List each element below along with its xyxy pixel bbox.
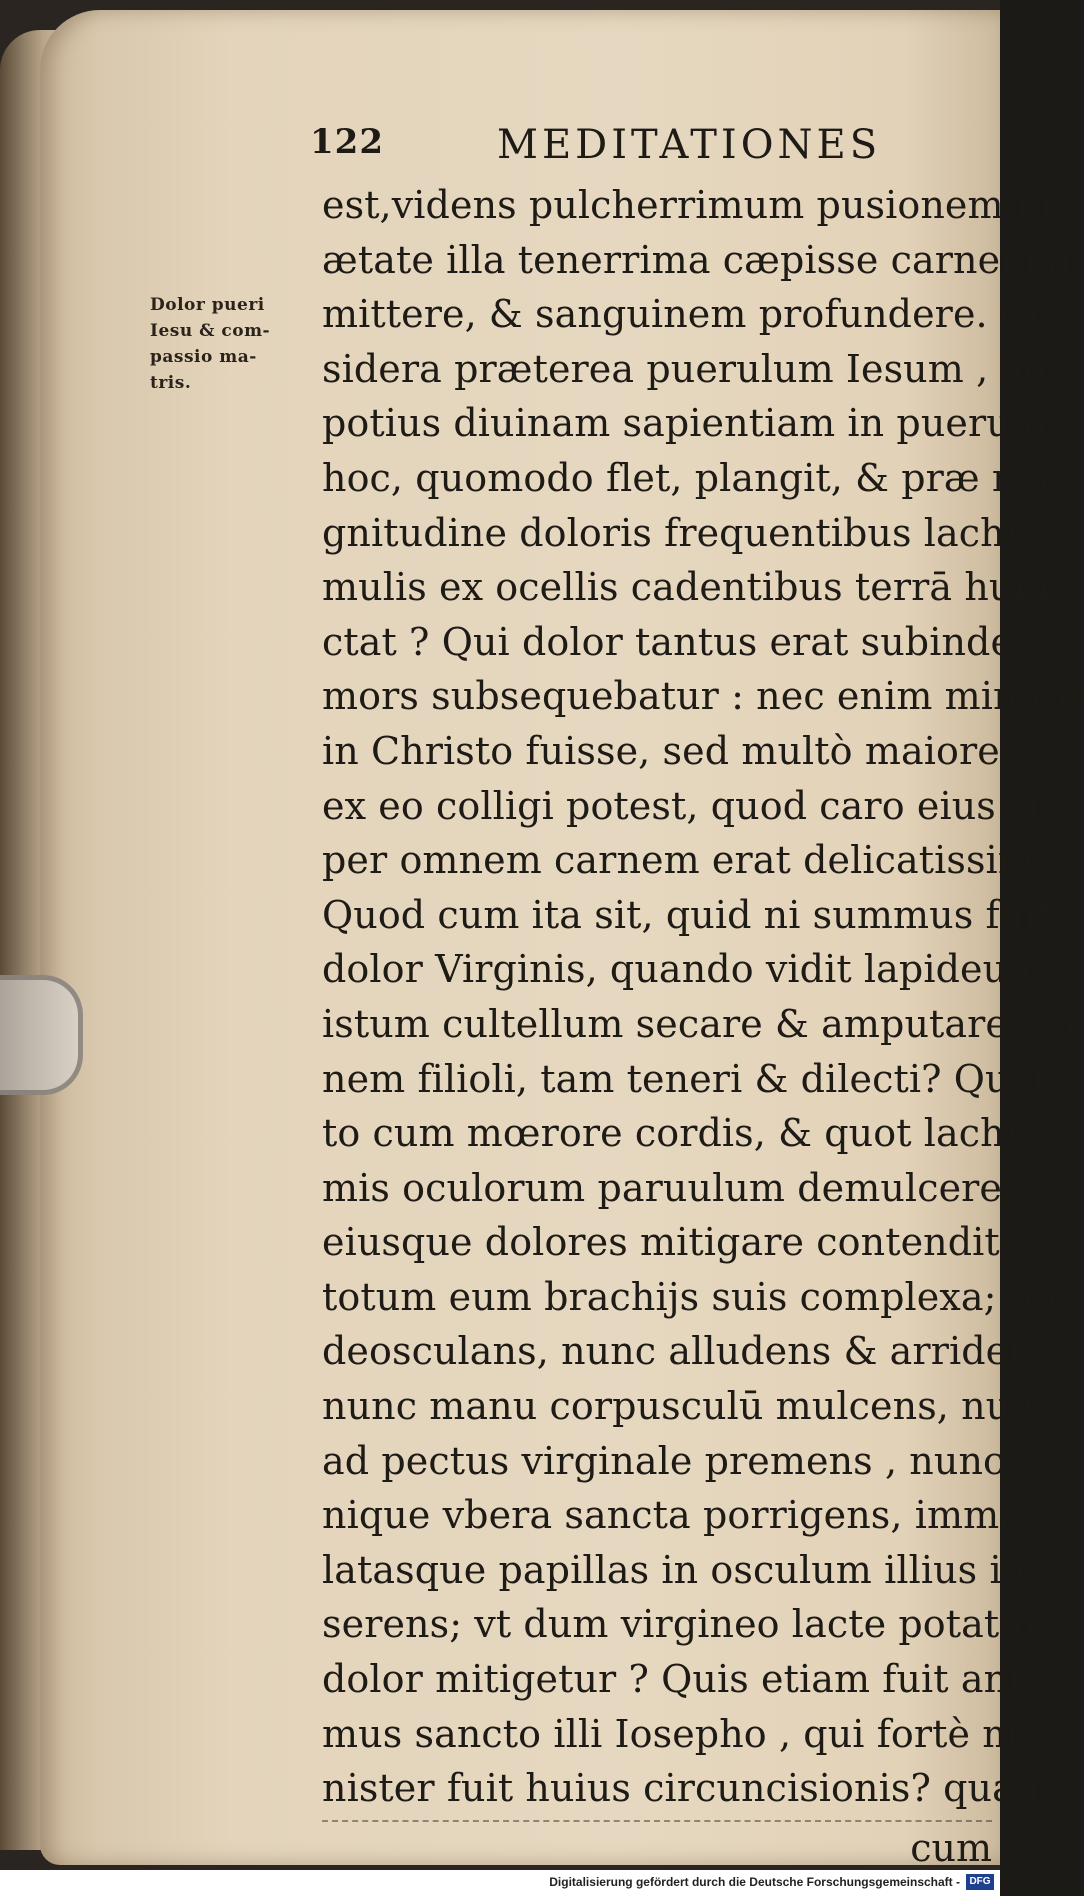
text-line: ad pectus virginale premens , nunc de-: [322, 1438, 1077, 1483]
text-line: ex eo colligi potest, quod caro eius su-: [322, 783, 1066, 828]
text-line: nister fuit huius circuncisionis? quanta: [322, 1766, 1078, 1811]
page-header: [310, 122, 992, 178]
marginal-note-line: tris.: [150, 373, 192, 393]
text-line: ætate illa tenerrima cæpisse carnem a-: [322, 237, 1084, 282]
text-line: ctat ? Qui dolor tantus erat subinde, vt: [322, 619, 1075, 664]
text-line: dolor mitigetur ? Quis etiam fuit ani-: [322, 1657, 1034, 1702]
text-line: latasque papillas in osculum illius in-: [322, 1547, 1040, 1592]
text-line: gnitudine doloris frequentibus lachry-: [322, 510, 1058, 555]
text-line: hoc, quomodo flet, plangit, & præ ma-: [322, 455, 1064, 500]
marginal-note-line: Iesu & com-: [150, 321, 271, 341]
text-line: serens; vt dum virgineo lacte potatur,: [322, 1602, 1051, 1647]
text-line: dolor Virginis, quando vidit lapideum: [322, 947, 1044, 992]
text-line: potius diuinam sapientiam in puerulo: [322, 401, 1047, 446]
dfg-logo: DFG: [966, 1874, 994, 1890]
digitization-footer: [0, 1870, 1000, 1896]
text-block: [310, 122, 1084, 1882]
text-line: nem filioli, tam teneri & dilecti? Quan-: [322, 1056, 1070, 1101]
text-line: est,videns pulcherrimum pusionem in: [322, 183, 1053, 227]
text-line: deosculans, nunc alludens & arridens,: [322, 1329, 1065, 1374]
text-line: per omnem carnem erat delicatissima.: [322, 838, 1069, 883]
text-line: eiusque dolores mitigare contendit,: [322, 1220, 1012, 1265]
text-line: mis oculorum paruulum demulcere,: [322, 1165, 1015, 1210]
text-line: istum cultellum secare & amputare car: [322, 1001, 1083, 1046]
catchword: cum: [910, 1825, 992, 1870]
text-line: mors subsequebatur : nec enim minorē: [322, 674, 1082, 719]
footer-credit: Digitalisierung gefördert durch die Deutsche Forschungsgemeinschaft -: [549, 1875, 960, 1889]
text-line: nunc manu corpusculū mulcens, nunc: [322, 1384, 1057, 1429]
text-line: totum eum brachijs suis complexa; nūc: [322, 1274, 1080, 1319]
page-number: 122: [310, 122, 384, 162]
book-clasp: [0, 975, 83, 1095]
text-line: Quod cum ita sit, quid ni summus fuit: [322, 892, 1052, 937]
marginal-note: [150, 292, 280, 396]
text-line: mittere, & sanguinem profundere. Cō-: [322, 292, 1065, 337]
marginal-note-line: passio ma-: [150, 347, 257, 367]
text-line: nique vbera sancta porrigens, immacu: [322, 1493, 1068, 1538]
running-title: MEDITATIONES: [497, 122, 882, 168]
text-line: sidera præterea puerulum Iesum , aut: [322, 346, 1064, 391]
text-line: mus sancto illi Iosepho , qui fortè mi-: [322, 1711, 1044, 1756]
text-line: to cum mœrore cordis, & quot lachry-: [322, 1111, 1058, 1156]
text-line: mulis ex ocellis cadentibus terrā hume: [322, 565, 1073, 610]
text-line: in Christo fuisse, sed multò maiorem: [322, 728, 1036, 773]
marginal-note-line: Dolor pueri: [150, 295, 265, 315]
